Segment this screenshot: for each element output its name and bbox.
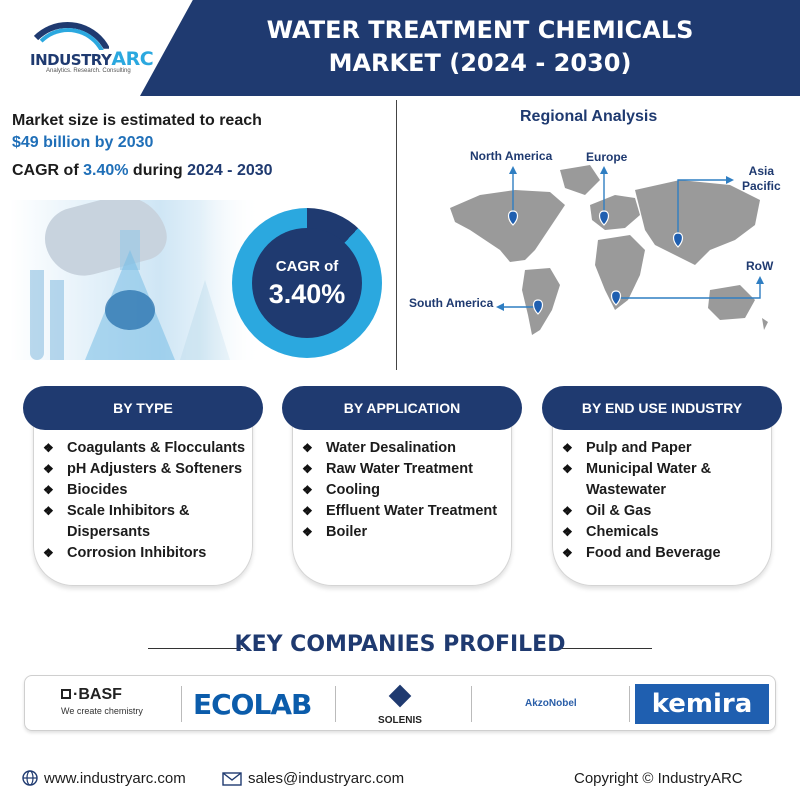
list-item: ❖ Raw Water Treatment xyxy=(298,459,512,480)
card-by-type xyxy=(23,386,263,586)
cagr-donut-center xyxy=(252,228,362,338)
market-summary xyxy=(12,110,273,182)
akzonobel-logo: AkzoNobel xyxy=(525,698,577,709)
footer-website[interactable]: www.industryarc.com xyxy=(22,770,186,787)
label-row: RoW xyxy=(746,259,774,273)
footer-email[interactable]: sales@industryarc.com xyxy=(222,770,404,787)
footer-copyright: Copyright © IndustryARC xyxy=(574,770,743,787)
end-use-list xyxy=(558,438,772,564)
greenland-shape xyxy=(560,165,600,195)
list-item: ❖ Pulp and Paper xyxy=(558,438,772,459)
regional-analysis-title: Regional Analysis xyxy=(520,108,658,125)
basf-logo: ·BASF We create chemistry xyxy=(61,686,143,716)
card-by-end-use xyxy=(542,386,782,586)
market-size-line: Market size is estimated to reach xyxy=(12,112,262,129)
type-list xyxy=(39,438,253,564)
separator xyxy=(335,686,336,722)
logo-text: INDUSTRYARC xyxy=(30,48,154,70)
label-south-america: South America xyxy=(409,296,494,310)
globe-icon xyxy=(22,770,38,786)
list-item: ❖ Effluent Water Treatment xyxy=(298,501,512,522)
list-item: ❖ Scale Inhibitors & Dispersants xyxy=(39,501,253,543)
card-header-by-end-use: BY END USE INDUSTRY xyxy=(542,386,782,430)
cagr-line: CAGR of 3.40% during 2024 - 2030 xyxy=(12,162,273,179)
ecolab-logo: ECOLAB xyxy=(193,688,312,721)
label-europe: Europe xyxy=(586,150,628,164)
list-item: ❖ Coagulants & Flocculants xyxy=(39,438,253,459)
label-asia-pacific: Asia Pacific xyxy=(742,164,781,193)
key-companies-title: KEY COMPANIES PROFILED xyxy=(234,632,566,657)
industryarc-logo xyxy=(20,22,170,82)
list-item: ❖ Boiler xyxy=(298,522,512,543)
list-item: ❖ Food and Beverage xyxy=(558,543,772,564)
cagr-donut-value: 3.40% xyxy=(268,279,346,309)
vertical-divider xyxy=(396,100,397,370)
basf-square-icon xyxy=(61,689,71,699)
logo-tagline: Analytics. Research. Consulting xyxy=(46,68,131,74)
kemira-logo: kemira xyxy=(635,684,769,724)
separator xyxy=(629,686,630,722)
separator xyxy=(471,686,472,722)
card-header-by-type: BY TYPE xyxy=(23,386,263,430)
solenis-mark-icon xyxy=(389,685,412,708)
europe-shape xyxy=(590,195,640,230)
list-item: ❖ Oil & Gas xyxy=(558,501,772,522)
solenis-logo: SOLENIS xyxy=(375,686,425,726)
north-america-shape xyxy=(450,190,565,262)
envelope-icon xyxy=(222,772,242,786)
separator xyxy=(181,686,182,722)
market-size-value: $49 billion by 2030 xyxy=(12,134,154,151)
list-item: ❖ Cooling xyxy=(298,480,512,501)
world-map xyxy=(440,150,770,340)
card-header-by-application: BY APPLICATION xyxy=(282,386,522,430)
application-list xyxy=(298,438,512,543)
list-item: ❖ Biocides xyxy=(39,480,253,501)
lab-photo xyxy=(10,200,260,360)
list-item: ❖ Corrosion Inhibitors xyxy=(39,543,253,564)
list-item: ❖ Chemicals xyxy=(558,522,772,543)
label-north-america: North America xyxy=(470,149,553,163)
list-item: ❖ Municipal Water & Wastewater xyxy=(558,459,772,501)
australia-shape xyxy=(708,285,755,320)
list-item: ❖ pH Adjusters & Softeners xyxy=(39,459,253,480)
list-item: ❖ Water Desalination xyxy=(298,438,512,459)
cagr-donut-label: CAGR of xyxy=(275,258,339,275)
card-by-application xyxy=(282,386,522,586)
nz-shape xyxy=(762,318,768,330)
page-title: WATER TREATMENT CHEMICALS MARKET (2024 - 2030) xyxy=(266,16,694,77)
companies-strip xyxy=(24,675,776,731)
